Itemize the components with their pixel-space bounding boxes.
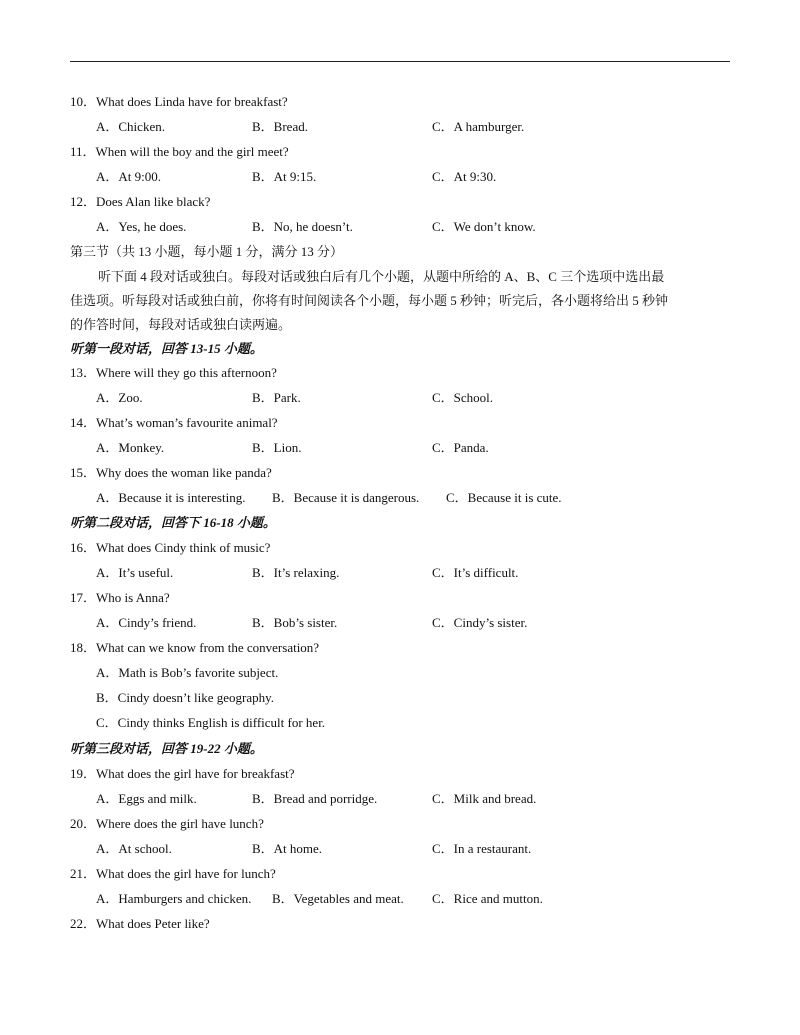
q10-option-a[interactable]: A．Chicken. xyxy=(96,119,165,134)
q14-option-c[interactable]: C．Panda. xyxy=(432,440,489,455)
q15-option-a[interactable]: A．Because it is interesting. xyxy=(96,490,246,505)
question-22: 22．What does Peter like? xyxy=(70,916,210,931)
q14-option-a[interactable]: A．Monkey. xyxy=(96,440,165,455)
q21-option-c[interactable]: C．Rice and mutton. xyxy=(432,891,543,906)
q18-option-b[interactable]: B．Cindy doesn’t like geography. xyxy=(96,690,275,705)
header-rule xyxy=(70,61,730,62)
q13-option-a[interactable]: A．Zoo. xyxy=(96,390,143,405)
q15-option-b[interactable]: B．Because it is dangerous. xyxy=(272,490,420,505)
q19-option-b[interactable]: B．Bread and porridge. xyxy=(252,791,378,806)
question-11: 11．When will the boy and the girl meet? xyxy=(70,144,289,159)
part2-heading: 听第二段对话，回答下 16-18 小题。 xyxy=(70,515,276,530)
q21-option-a[interactable]: A．Hamburgers and chicken. xyxy=(96,891,252,906)
question-15: 15．Why does the woman like panda? xyxy=(70,465,272,480)
q10-option-b[interactable]: B．Bread. xyxy=(252,119,308,134)
section3-title: 第三节（共 13 小题，每小题 1 分，满分 13 分） xyxy=(70,244,344,259)
q20-option-a[interactable]: A．At school. xyxy=(96,841,172,856)
question-20: 20．Where does the girl have lunch? xyxy=(70,816,264,831)
question-14: 14．What’s woman’s favourite animal? xyxy=(70,415,278,430)
q12-option-c[interactable]: C．We don’t know. xyxy=(432,219,536,234)
question-21: 21．What does the girl have for lunch? xyxy=(70,866,276,881)
part1-heading: 听第一段对话，回答 13-15 小题。 xyxy=(70,341,263,356)
q10-option-c[interactable]: C．A hamburger. xyxy=(432,119,525,134)
q17-option-b[interactable]: B．Bob’s sister. xyxy=(252,615,338,630)
question-18: 18．What can we know from the conversation? xyxy=(70,640,320,655)
part3-heading: 听第三段对话，回答 19-22 小题。 xyxy=(70,741,263,756)
question-13: 13．Where will they go this afternoon? xyxy=(70,365,277,380)
section3-instruction-line2: 佳选项。听每段对话或独白前，你将有时间阅读各个小题，每小题 5 秒钟；听完后，各小题将给出 5 秒钟 xyxy=(70,293,669,308)
question-10: 10．What does Linda have for breakfast? xyxy=(70,94,288,109)
q17-option-a[interactable]: A．Cindy’s friend. xyxy=(96,615,197,630)
q18-option-c[interactable]: C．Cindy thinks English is difficult for her. xyxy=(96,715,326,730)
q20-option-b[interactable]: B．At home. xyxy=(252,841,323,856)
q21-option-b[interactable]: B．Vegetables and meat. xyxy=(272,891,404,906)
question-19: 19．What does the girl have for breakfast? xyxy=(70,766,295,781)
q18-option-a[interactable]: A．Math is Bob’s favorite subject. xyxy=(96,665,279,680)
q15-option-c[interactable]: C．Because it is cute. xyxy=(446,490,562,505)
section3-instruction-line1: 听下面 4 段对话或独白。每段对话或独白后有几个小题，从题中所给的 A、B、C 三个选项中选出最 xyxy=(98,269,665,284)
q11-option-a[interactable]: A．At 9:00. xyxy=(96,169,162,184)
question-17: 17．Who is Anna? xyxy=(70,590,170,605)
section3-instruction-line3: 的作答时间，每段对话或独白读两遍。 xyxy=(70,317,292,332)
q14-option-b[interactable]: B．Lion. xyxy=(252,440,302,455)
q11-option-c[interactable]: C．At 9:30. xyxy=(432,169,497,184)
q20-option-c[interactable]: C．In a restaurant. xyxy=(432,841,532,856)
question-12: 12．Does Alan like black? xyxy=(70,194,211,209)
q16-option-a[interactable]: A．It’s useful. xyxy=(96,565,174,580)
q12-option-b[interactable]: B．No, he doesn’t. xyxy=(252,219,353,234)
question-16: 16．What does Cindy think of music? xyxy=(70,540,271,555)
q16-option-b[interactable]: B．It’s relaxing. xyxy=(252,565,340,580)
q12-option-a[interactable]: A．Yes, he does. xyxy=(96,219,187,234)
q13-option-b[interactable]: B．Park. xyxy=(252,390,301,405)
q17-option-c[interactable]: C．Cindy’s sister. xyxy=(432,615,528,630)
q16-option-c[interactable]: C．It’s difficult. xyxy=(432,565,519,580)
q11-option-b[interactable]: B．At 9:15. xyxy=(252,169,317,184)
q13-option-c[interactable]: C．School. xyxy=(432,390,494,405)
q19-option-c[interactable]: C．Milk and bread. xyxy=(432,791,537,806)
q19-option-a[interactable]: A．Eggs and milk. xyxy=(96,791,197,806)
